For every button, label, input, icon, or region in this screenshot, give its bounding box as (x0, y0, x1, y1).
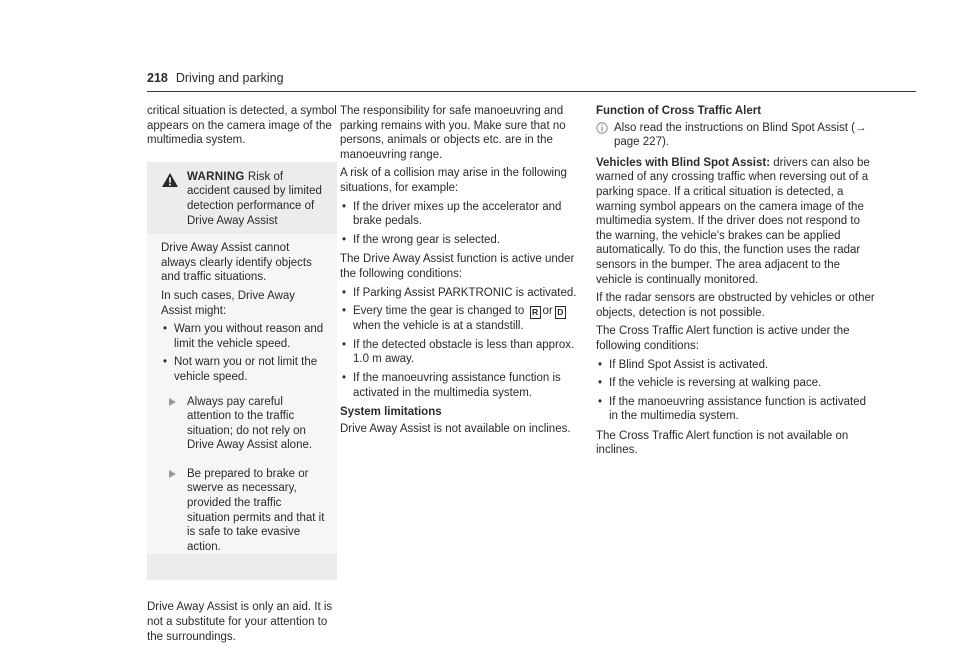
column-1 (147, 104, 337, 648)
list-item: • If the wrong gear is selected. (340, 233, 588, 248)
action-arrow-icon (169, 470, 176, 478)
action-step (161, 395, 327, 453)
paragraph: The Drive Away Assist function is active under the following conditions: (340, 253, 575, 280)
warning-triangle-icon (161, 172, 179, 188)
section-title: Driving and parking (175, 71, 284, 85)
list-item: • If the detected obstacle is less than approx. 1.0 m away. (340, 338, 588, 367)
subheading: System limitations (340, 406, 442, 419)
condition-list (596, 358, 878, 424)
list-item-text: or (542, 305, 553, 318)
list-item: • If the manoeuvring assistance function is activated in the multimedia system. (340, 371, 588, 400)
action-step-text: Always pay careful attention to the traffic situation; do not rely on Drive Away Assist alone. (187, 395, 313, 452)
info-text: Also read the instructions on Blind Spot Assist (→ page 227). (614, 121, 867, 149)
list-item: • Warn you without reason and limit the vehicle speed. (161, 322, 327, 351)
header-divider (147, 91, 916, 92)
list-item: • If the vehicle is reversing at walking pace. (596, 376, 878, 391)
paragraph: The responsibility for safe manoeuvring and parking remains with you. Make sure that no persons, animals or objects etc. are in the manoeuvring range. (340, 105, 566, 161)
list-item (340, 304, 588, 334)
outro-paragraph: Drive Away Assist is only an aid. It is not a substitute for your attention to the surroundings. (147, 601, 333, 643)
paragraph-label: Vehicles with Blind Spot Assist: (596, 156, 771, 169)
info-icon (596, 122, 608, 134)
paragraph: The Cross Traffic Alert function is active under the following conditions: (596, 325, 850, 352)
paragraph-text: drivers can also be warned of any crossing traffic when reversing out of a parking space. If a critical situation is detected, a warning symbol appears on the camera image of the multimedia system. If the driver does not respond to the warning, the vehicle's brakes can be applied automatically. To do this, the function uses the radar sensors in the bumper. The area adjacent to the vehicle is continually monitored. (596, 156, 870, 286)
warning-header (147, 162, 337, 234)
list-item-text: when the vehicle is at a standstill. (353, 320, 524, 333)
bullet-list (340, 200, 588, 248)
list-item: • If the driver mixes up the accelerator and brake pedals. (340, 200, 588, 229)
gear-d-icon: D (555, 306, 566, 319)
column-3 (596, 104, 878, 462)
action-step-text: Be prepared to brake or swerve as necessary, provided the traffic situation permits and that it is safe to take evasive action. (187, 467, 325, 553)
action-step (161, 467, 327, 555)
section-heading: Function of Cross Traffic Alert (596, 105, 762, 117)
warning-headline: Risk of accident caused by limited detection performance of Drive Away Assist (187, 170, 322, 227)
info-note (596, 121, 878, 150)
warning-box (147, 162, 337, 581)
paragraph: The Cross Traffic Alert function is not available on inclines. (596, 429, 849, 457)
warning-label: WARNING (187, 170, 245, 183)
page-header (147, 71, 284, 86)
list-item-text: Every time the gear is changed to (353, 305, 525, 318)
warning-bullet-list (161, 322, 327, 384)
paragraph: A risk of a collision may arise in the following situations, for example: (340, 167, 567, 194)
gear-r-icon: R (530, 306, 541, 319)
list-item: • If Blind Spot Assist is activated. (596, 358, 878, 373)
column-2 (340, 104, 588, 440)
list-item: • If Parking Assist PARKTRONIC is activated. (340, 286, 588, 301)
paragraph: If the radar sensors are obstructed by vehicles or other objects, detection is not possible. (596, 292, 875, 319)
paragraph: Drive Away Assist is not available on inclines. (340, 422, 571, 435)
warning-text: In such cases, Drive Away Assist might: (161, 289, 296, 317)
page-number: 218 (147, 71, 168, 85)
paragraph (596, 156, 878, 287)
intro-paragraph: critical situation is detected, a symbol appears on the camera image of the multimedia system. (147, 105, 337, 147)
warning-body (147, 234, 337, 554)
list-item: • Not warn you or not limit the vehicle speed. (161, 355, 327, 384)
list-item: • If the manoeuvring assistance function is activated in the multimedia system. (596, 395, 878, 424)
action-arrow-icon (169, 398, 176, 406)
condition-list (340, 286, 588, 401)
action-step-list (161, 395, 327, 555)
warning-text: Drive Away Assist cannot always clearly identify objects and traffic situations. (161, 242, 312, 284)
